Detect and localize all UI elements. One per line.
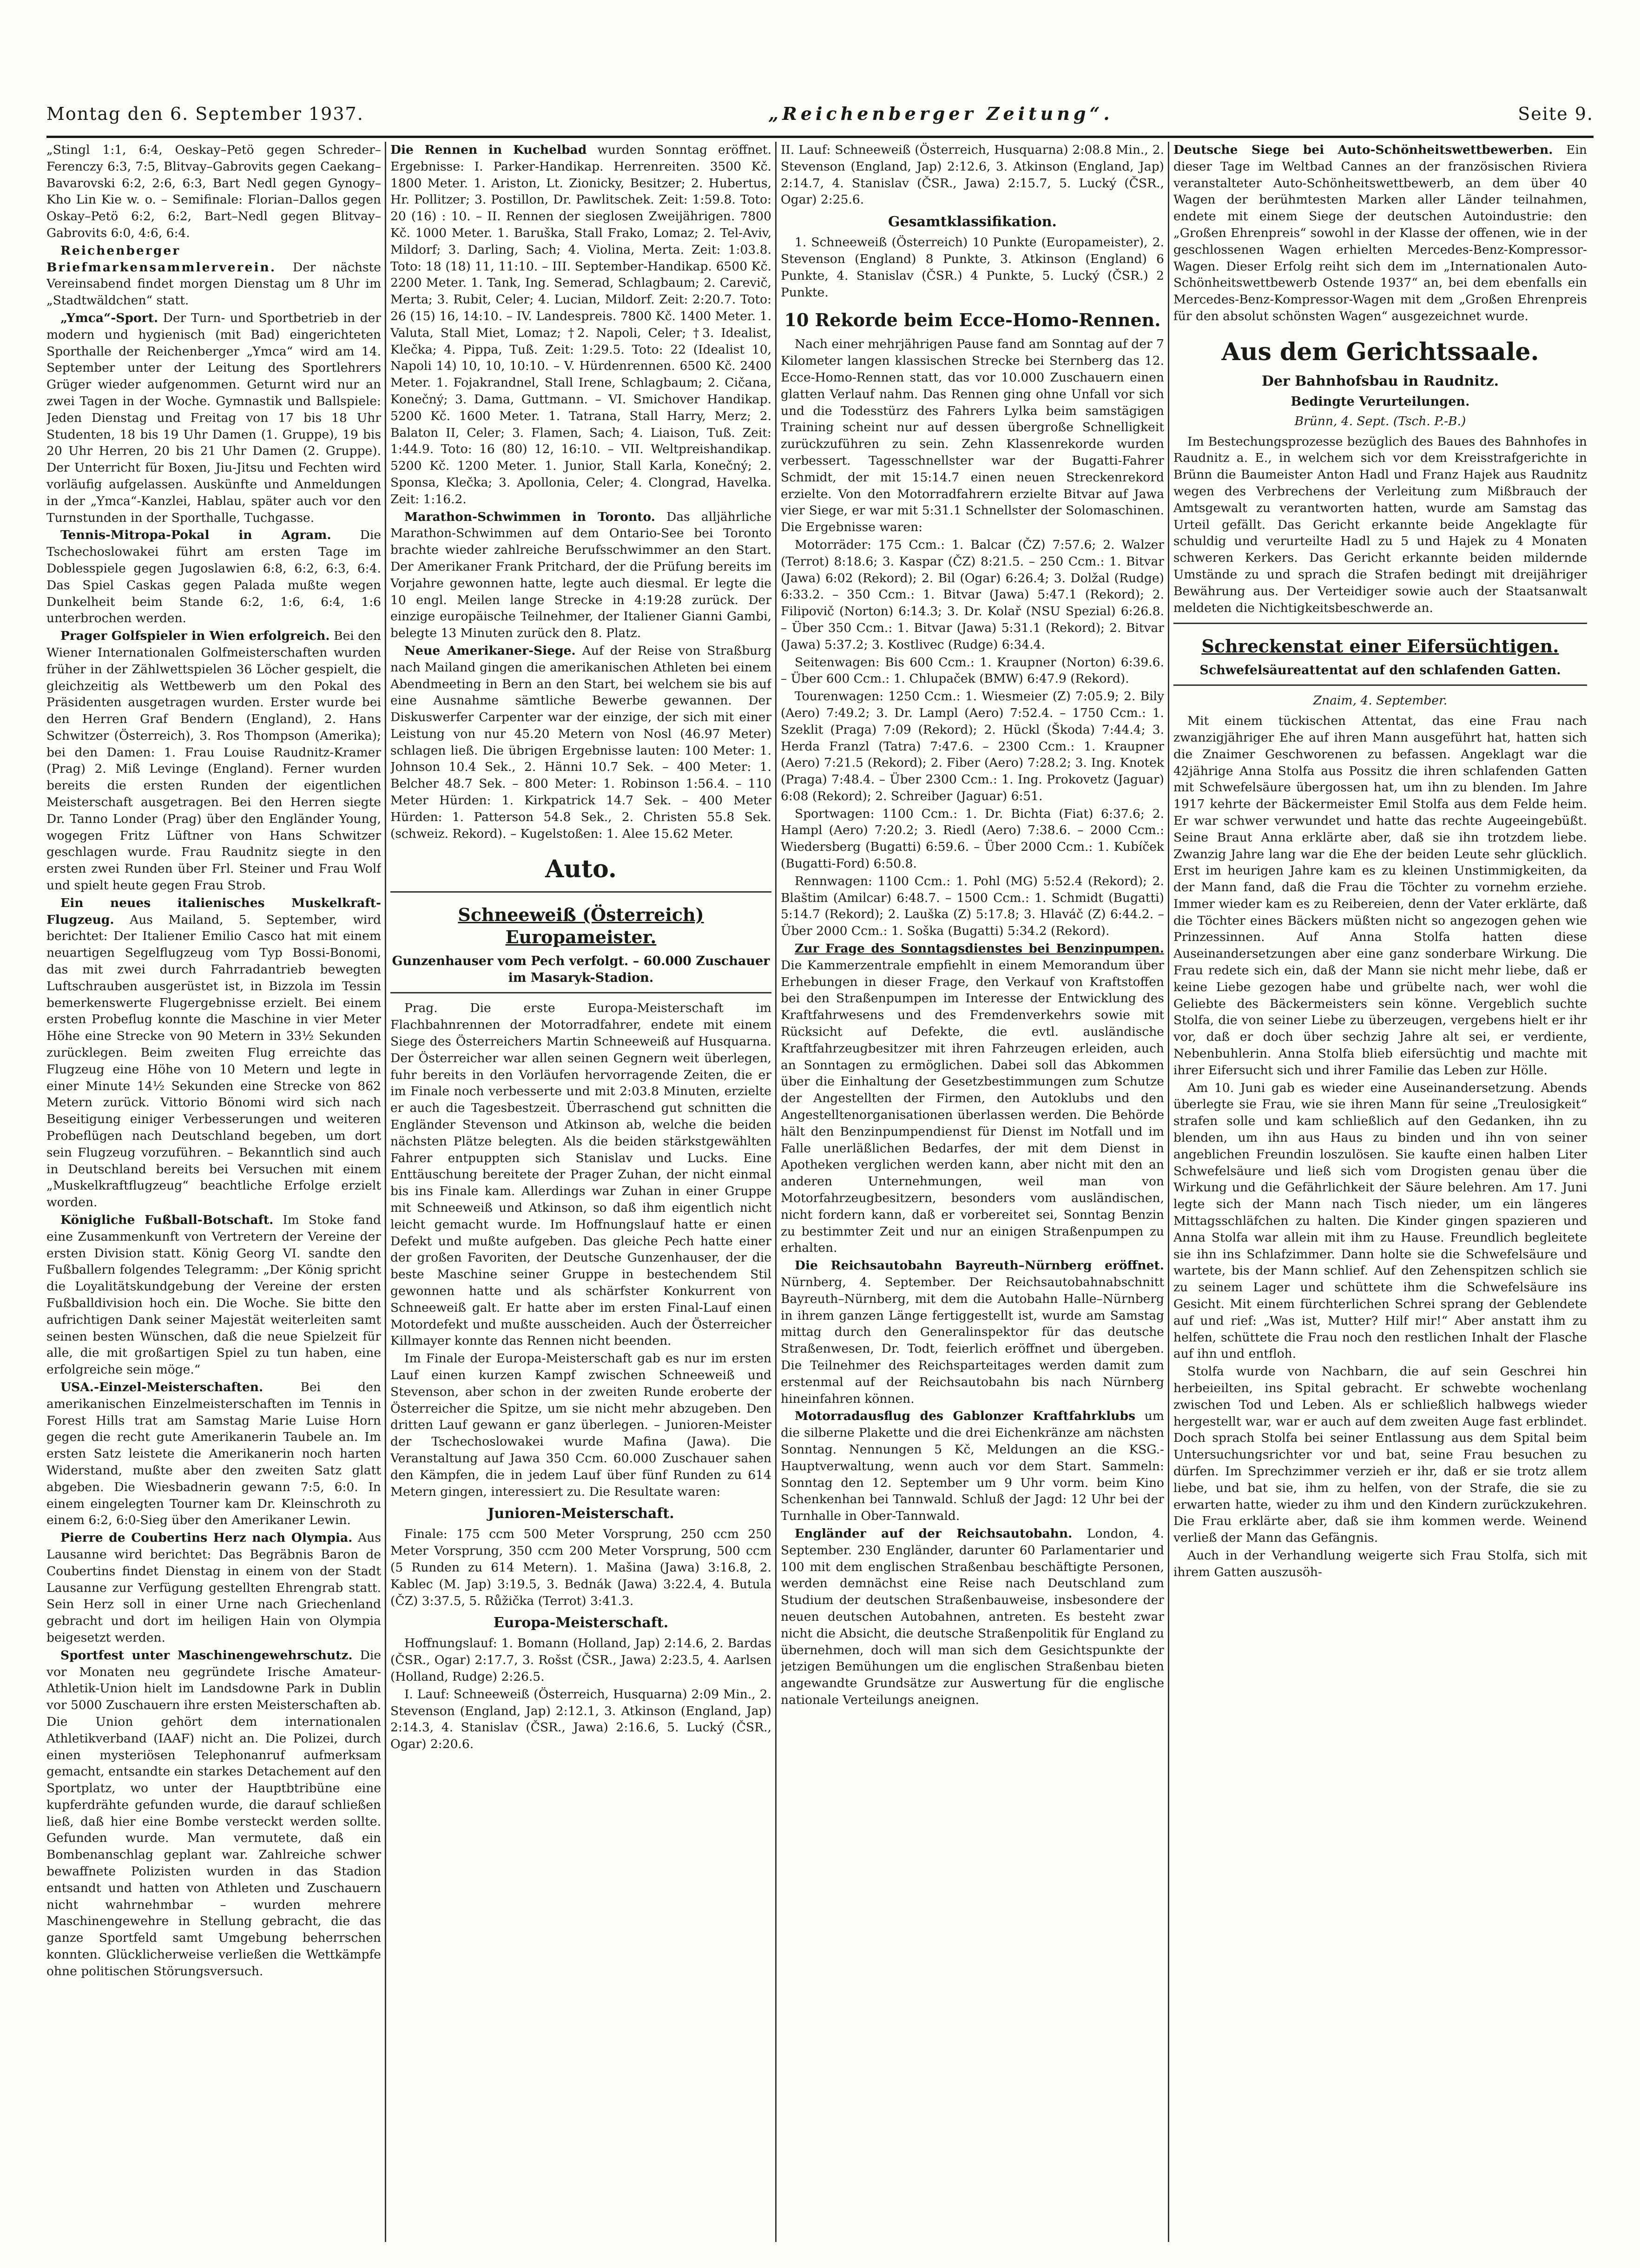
article-paragraph: Im Finale der Europa-Meisterschaft gab es nur im ersten Lauf einen kurzen Kampf zwischen Schneeweiß und Stevenson, aber schon in der zweiten Runde eroberte der Österreicher die Spitze, um sie nicht mehr abzugeben. Den dritten Lauf gewann er ganz überlegen. – Junioren-Meister der Tschechoslowakei wurde Mafina (Jawa). Die Veranstaltung auf Jawa 350 Ccm. 60.000 Zuschauer sahen den Kämpfen, die in jedem Lauf über fünf Runden zu 614 Metern gingen, interessiert zu. Die Resultate waren: — [390, 1351, 771, 1499]
article-paragraph: Bei den amerikanischen Einzelmeisterschaften im Tennis in Forest Hills trat am Samstag Marie Luise Horn gegen die recht gute Amerikanerin Taubele an. Im ersten Satz leistete die Amerikanerin noch harten Widerstand, mußte aber den zweiten Satz glatt abgeben. Die Wiesbadnerin gewann 7:5, 6:0. In einem eingelegten Tourner kam Dr. Kleinschroth zu einem 6:2, 6:0-Sieg über den Amerikaner Lewin. — [46, 1380, 381, 1528]
article-heading: Motorradausflug des Gablonzer Kraftfahrklubs — [795, 1409, 1135, 1424]
article-paragraph: Auch in der Verhandlung weigerte sich Frau Stolfa, sich mit ihrem Gatten auszusöh- — [1173, 1548, 1587, 1579]
article-paragraph: I. Lauf: Schneeweiß (Österreich, Husquarna) 2:09 Min., 2. Stevenson (England, Jap) 2:12.1, 3. Atkinson (England, Jap) 2:14.3, 4. Stanislav (ČSR., Jawa) 2:16.6, 5. Lucký (ČSR., Ogar) 2:20.6. — [390, 1687, 771, 1752]
article-paragraph: Das alljährliche Marathon-Schwimmen auf dem Ontario-See bei Toronto brachte wieder zahlreiche Berufsschwimmer an den Start. Der Amerikaner Frank Pritchard, der die Prüfung bereits im Vorjahre gewonnen hatte, legte auch diesmal. Er legte die 10 engl. Meilen lange Strecke in 4:19:28 zurück. Der einzige europäische Teilnehmer, der Italiener Gianni Gambi, belegte 13 Minuten zurück den 8. Platz. — [390, 509, 771, 641]
article-paragraph: Motorräder: 175 Ccm.: 1. Balcar (ČZ) 7:57.6; 2. Walzer (Terrot) 8:18.6; 3. Kaspar (ČZ) 8:21.5. – 250 Ccm.: 1. Bitvar (Jawa) 6:02 (Rekord); 2. Bil (Ogar) 6:26.4; 3. Dolžal (Rudge) 6:33.2. – 350 Ccm.: 1. Bitvar (Jawa) 5:47.1 (Rekord); 2. Filipovič (Norton) 6:14.3; 3. Dr. Kolař (NSU Spezial) 6:26.8. – Über 350 Ccm.: 1. Bitvar (Jawa) 5:31.1 (Rekord); 2. Bitvar (Jawa) 5:37.2; 3. Kostlivec (Rudge) 6:34.4. — [781, 537, 1164, 652]
article-paragraph: um die silberne Plakette und die drei Eichenkränze am nächsten Sonntag. Nennungen 5 Kč, Meldungen an die KSG.-Hauptverwaltung, wenn auch vor dem Start. Sammeln: Sonntag den 12. September um 9 Uhr vorm. beim Kino Schenkenhan bei Tannwald. Schluß der Jagd: 12 Uhr bei der Turnhalle in Ober-Tannwald. — [781, 1409, 1164, 1524]
headline-frame — [1173, 623, 1587, 686]
article-paragraph: Sportwagen: 1100 Ccm.: 1. Dr. Bichta (Fiat) 6:37.6; 2. Hampl (Aero) 7:20.2; 3. Riedl (Aero) 7:38.6. – 2000 Ccm.: Wiedersberg (Bugatti) 6:59.6. – Über 2000 Ccm.: 1. Kubíček (Bugatti-Ford) 6:50.8. — [781, 806, 1164, 871]
article-heading: Pierre de Coubertins Herz nach Olympia. — [60, 1531, 353, 1545]
article-heading: Zur Frage des Sonntagsdienstes bei Benzinpumpen. — [795, 941, 1164, 956]
article-paragraph: wurden Sonntag eröffnet. Ergebnisse: I. Parker-Handikap. Herrenreiten. 3500 Kč. 1800 Meter. 1. Ariston, Lt. Zionicky, Besitzer; 2. Hubertus, Hr. Pollitzer; 3. Postillon, Dr. Pawlitschek. Zeit: 1:59.8. Toto: 20 (16) : 10. – II. Rennen der sieglosen Zweijährigen. 7800 Kč. 1000 Meter. 1. Baruška, Stall Frako, Lomaz; 2. Tel-Aviv, Mildorf; 3. Darling, Sach; 4. Violina, Merta. Zeit: 1:03.8. Toto: 18 (18) 11, 11:10. – III. September-Handikap. 6500 Kč. 2200 Meter. 1. Tank, Ing. Semerad, Schlagbaum; 2. Carevič, Merta; 3. Rubit, Celer; 4. Lucian, Mildorf. Zeit: 2:20.7. Toto: 26 (15) 16, 14:10. – IV. Landespreis. 7800 Kč. 1400 Meter. 1. Valuta, Stall Miet, Lomaz; †2. Napoli, Celer; †3. Idealist, Klečka; 4. Pippa, Tuß. Zeit: 1:29.5. Toto: 22 (Idealist 10, Napoli 14) 10, 10, 10:10. – V. Hürdenrennen. 6500 Kč. 2400 Meter. 1. Fojakrandnel, Stall Irene, Schlagbaum; 2. Cičana, Konečný; 3. Dama, Guttmann. – VI. Smichover Handikap. 5200 Kč. 1600 Meter. 1. Tatrana, Stall Harry, Merz; 2. Balaton II, Celer; 3. Flamen, Sach; 4. Liaison, Tuß. Zeit: 1:44.9. Toto: 16 (80) 12, 16:10. – VII. Weltpreishandikap. 5200 Kč. 1200 Meter. 1. Junior, Stall Karla, Konečný; 2. Sponsa, Klečka; 3. Apollonia, Celer; 4. Clongrad, Havelka. Zeit: 1:16.2. — [390, 143, 771, 506]
article-paragraph: Der Turn- und Sportbetrieb in der modern und hygienisch (mit Bad) eingerichteten Sporthalle der Reichenberger „Ymca“ wird am 14. September unter der Leitung des Sportlehrers Grüger wieder aufgenommen. Geturnt wird nur an zwei Tagen in der Woche. Gymnastik und Ballspiele: Jeden Dienstag und Freitag von 17 bis 18 Uhr Studenten, 18 bis 19 Uhr Damen (1. Gruppe), 19 bis 20 Uhr Herren, 20 bis 21 Uhr Damen (2. Gruppe). Der Unterricht für Boxen, Jiu-Jitsu und Fechten wird vorläufig aufgelassen. Auskünfte und Anmeldungen in der „Ymca“-Kanzlei, Hablau, später auch vor den Turnstunden in der Sporthalle, Tuchgasse. — [46, 310, 381, 525]
column-divider — [775, 142, 777, 2242]
article-paragraph: Aus Lausanne wird berichtet: Das Begräbnis Baron de Coubertins findet Dienstag in einem von der Stadt Lausanne zur Verfügung gestellten Ehrengrab statt. Sein Herz soll in einer Urne nach Griechenland gebracht und dort im heiligen Hain von Olympia beigesetzt werden. — [46, 1531, 381, 1645]
article-heading: Ein neues italienisches Muskelkraft-Flugzeug. — [46, 895, 381, 927]
dateline: Znaim, 4. September. — [1313, 693, 1448, 708]
results-heading: Junioren-Meisterschaft. — [487, 1505, 674, 1522]
headline-frame — [390, 891, 771, 993]
article-heading: Die Reichsautobahn Bayreuth–Nürnberg eröffnet. — [795, 1258, 1164, 1273]
subheadline: Schwefelsäureattentat auf den schlafenden Gatten. — [1199, 663, 1561, 678]
article-paragraph: Am 10. Juni gab es wieder eine Auseinandersetzung. Abends überlegte sie Frau, wie sie ihren Mann für seine „Treulosigkeit“ strafen solle und kam schließlich auf den Gedanken, ihn zu blenden, um ihn aus Haus zu binden und ihn von seiner angeblichen Freundin loszulösen. Sie kaufte einen halben Liter Schwefelsäure und ließ sich vom Drogisten genau über die Wirkung und die Gefährlichkeit der Säure belehren. Am 17. Juni legte sich der Mann nach Tisch nieder, um ein längeres Mittagsschläfchen zu halten. Die Kinder gingen spazieren und Anna Stolfa war allein mit ihm zu Hause. Freundlich begleitete sie ihn ins Schlafzimmer. Dann holte sie die Schwefelsäure und wartete, bis der Mann schlief. Auf den Zehenspitzen schlich sie zu seinem Lager und schüttete ihm die Schwefelsäure ins Gesicht. Mit einem fürchterlichen Schrei sprang der Geblendete auf und rief: „Was ist, Mutter? Hilf mir!“ Aber anstatt ihm zu helfen, schüttete die Frau noch den restlichen Inhalt der Flasche auf ihn und entfloh. — [1173, 1080, 1587, 1361]
issue-date: Montag den 6. September 1937. — [46, 104, 364, 124]
article-paragraph: Auf der Reise von Straßburg nach Mailand gingen die amerikanischen Athleten bei einem Abendmeeting in Bern an den Start, bei welchem sie bis auf eine Ausnahme sämtliche Bewerbe gewannen. Der Diskuswerfer Carpenter war der einzige, der sich mit einer Leistung von nur 45.20 Metern von Nosl (46.97 Meter) schlagen ließ. Die übrigen Ergebnisse lauten: 100 Meter: 1. Johnson 10.4 Sek., 2. Hänni 10.7 Sek. – 400 Meter: 1. Belcher 48.7 Sek. – 800 Meter: 1. Robinson 1:56.4. – 110 Meter Hürden: 1. Kirkpatrick 14.7 Sek. – 400 Meter Hürden: 1. Patterson 54.8 Sek., 2. Christen 55.8 Sek. (schweiz. Rekord). – Kugelstoßen: 1. Alee 15.62 Meter. — [390, 643, 771, 841]
article-heading: Prager Golfspieler in Wien erfolgreich. — [60, 629, 330, 644]
results-heading: Europa-Meisterschaft. — [493, 1615, 669, 1631]
article-heading: Königliche Fußball-Botschaft. — [60, 1213, 274, 1227]
column-divider — [385, 142, 386, 2242]
article-paragraph: Aus Mailand, 5. September, wird berichtet: Der Italiener Emilio Casco hat mit einem neuartigen Segelflugzeug vom Typ Bossi-Bonomi, das mit zwei durch Fahrradantrieb bewegten Luftschrauben ausgerüstet ist, in Bizzola im Tessin bemerkenswerte Flugergebnisse erzielt. Bei einem ersten Probeflug konnte die Maschine in vier Meter Höhe eine Strecke von 90 Metern in 33½ Sekunden zurücklegen. Beim zweiten Flug erreichte das Flugzeug eine Höhe von 10 Metern und legte in einer Minute 14½ Sekunden eine Strecke von 862 Metern zurück. Vittorio Bönomi wird sich nach Beseitigung einiger Verbesserungen und weiteren Probeflügen nach Deutschland begeben, um dort sein Flugzeug vorzuführen. – Bekanntlich sind auch in Deutschland bereits bei Versuchen mit einem „Muskelkraftflugzeug“ beachtliche Erfolge erzielt worden. — [46, 912, 381, 1210]
article-heading: Tennis-Mitropa-Pokal in Agram. — [60, 528, 331, 543]
newspaper-title: „Reichenberger Zeitung“. — [768, 103, 1113, 124]
masthead — [46, 103, 1594, 136]
article-paragraph: Ein dieser Tage im Weltbad Cannes an der französischen Riviera veranstalteter Auto-Schönheitswettbewerb, an dem über 40 Wagen der berühmtesten Marken aller Länder teilnahmen, endete mit einem Siege der deutschen Autoindustrie: den „Großen Ehrenpreis“ sowohl in der Klasse der offenen, wie in der geschlossenen Wagen erhielten Mercedes-Benz-Kompressor-Wagen. Dieser Erfolg reiht sich dem im „Internationalen Auto-Schönheitswettbewerb Ostende 1937“ an, bei dem ebenfalls ein Mercedes-Benz-Kompressor-Wagen mit dem „Großen Ehrenpreis für den absolut schönsten Wagen“ ausgezeichnet wurde. — [1173, 143, 1587, 323]
article-heading: Marathon-Schwimmen in Toronto. — [404, 509, 655, 524]
column-4 — [1173, 142, 1587, 2242]
article-heading: Sportfest unter Maschinengewehrschutz. — [60, 1648, 353, 1663]
article-paragraph: Hoffnungslauf: 1. Bomann (Holland, Jap) 2:14.6, 2. Bardas (ČSR., Ogar) 2:17.7, 3. Rošst (ČSR., Jawa) 2:23.5, 4. Aarlsen (Holland, Rudge) 2:26.5. — [390, 1636, 771, 1684]
article-paragraph: Die Kammerzentrale empfiehlt in einem Memorandum über Erhebungen in dieser Frage, den Verkauf von Kraftstoffen bei den Straßenpumpen im Interesse der Entwicklung des Kraftfahrwesens und des Fremdenverkehrs sowie mit Rücksicht auf Defekte, die evtl. ausländische Kraftfahrzeugbesitzer mit ihren Fahrzeugen erleiden, auch an Sonntagen zu ermöglichen. Dabei soll das Abkommen über die Einhaltung der Gesetzbestimmungen zum Schutze der Angestellten der Firmen, den Autoklubs und den Angestelltenorganisationen überlassen werden. Die Behörde hält den Benzinpumpendienst für Dienst im Notfall und im Falle unerläßlichen Bedarfes, der mit dem Dienst in Apotheken verglichen werden kann, aber nicht mit den an anderen Unternehmungen, weil man von Motorfahrzeugbesitzern, besonders vom ausländischen, nicht fordern kann, daß er vorbereitet sei, Sonntag Benzin zu bestimmter Zeit und nur an einigen Straßenpumpen zu erhalten. — [781, 958, 1164, 1256]
headline: Der Bahnhofsbau in Raudnitz. — [1261, 373, 1499, 389]
article-heading: Reichenberger Briefmarkensammlerverein. — [46, 243, 277, 275]
section-heading-court: Aus dem Gerichtssaale. — [1221, 337, 1539, 366]
article-paragraph: Die Tschechoslowakei führt am ersten Tage im Doblesspiele gegen Jugoslawien 6:8, 6:2, 6:3, 6:4. Das Spiel Caskas gegen Palada mußte wegen Dunkelheit beim Stande 6:2, 1:6, 6:4, 1:6 unterbrochen werden. — [46, 528, 381, 626]
column-divider — [1168, 142, 1169, 2242]
article-heading: „Ymca“-Sport. — [60, 310, 158, 325]
dateline: Brünn, 4. Sept. (Tsch. P.-B.) — [1294, 414, 1466, 428]
article-paragraph: Im Bestechungsprozesse bezüglich des Baues des Bahnhofes in Raudnitz a. E., in welchem sich vor dem Kreisstrafgerichte in Brünn die Baumeister Anton Hadl und Franz Hajek aus Raudnitz wegen des Verbrechens der Verleitung zum Mißbrauch der Amtsgewalt zu verantworten hatten, wurde am Samstag das Urteil gefällt. Das Gericht erkannte beide Angeklagte für schuldig und verurteilte Hadl zu 5 und Hajek zu 4 Monaten schweren Kerkers. Das Gericht erkannte beiden mildernde Umstände zu und sprach die Strafen bedingt mit dreijähriger Bewährung aus. Der Verteidiger sowie auch der Staatsanwalt meldeten die Nichtigkeitsbeschwerde an. — [1173, 434, 1587, 615]
column-1 — [46, 142, 381, 2242]
article-paragraph: Rennwagen: 1100 Ccm.: 1. Pohl (MG) 5:52.4 (Rekord); 2. Blaštim (Amilcar) 6:48.7. – 1500 Ccm.: 1. Schmidt (Bugatti) 5:14.7 (Rekord); 2. Lauška (Z) 5:17.8; 3. Hlaváč (Z) 6:44.2. – Über 2000 Ccm.: 1. Soška (Bugatti) 5:34.2 (Rekord). — [781, 874, 1164, 939]
header-rule — [46, 136, 1594, 138]
section-heading-auto: Auto. — [545, 855, 617, 884]
article-paragraph: Finale: 175 ccm 500 Meter Vorsprung, 250 ccm 250 Meter Vorsprung, 350 ccm 200 Meter Vorsprung, 500 ccm (5 Runden zu 614 Metern). 1. Mašina (Jawa) 3:16.8, 2. Kablec (M. Jap) 3:19.5, 3. Bednák (Jawa) 3:22.4, 4. Butula (ČZ) 3:37.5, 5. Růžička (Terrot) 3:41.3. — [390, 1527, 771, 1608]
article-paragraph: Tourenwagen: 1250 Ccm.: 1. Wiesmeier (Z) 7:05.9; 2. Bily (Aero) 7:49.2; 3. Dr. Lampl (Aero) 7:52.4. – 1750 Ccm.: 1. Szeklit (Praga) 7:09 (Rekord); 2. Hückl (Škoda) 7:44.4; 3. Herda Franzl (Tatra) 7:47.6. – 2300 Ccm.: 1. Kraupner (Aero) 7:21.5 (Rekord); 2. Fiber (Aero) 7:28.2; 3. Ing. Knotek (Praga) 7:48.4. – Über 2300 Ccm.: 1. Ing. Prokovetz (Jaguar) 6:08 (Rekord); 2. Schreiber (Jaguar) 6:51. — [781, 689, 1164, 803]
headline: Schneeweiß (Österreich) Europameister. — [458, 904, 704, 948]
headline: 10 Rekorde beim Ecce-Homo-Rennen. — [784, 309, 1161, 331]
article-heading: Engländer auf der Reichsautobahn. — [795, 1526, 1073, 1541]
article-heading: Deutsche Siege bei Auto-Schönheitswettbewerben. — [1173, 143, 1553, 157]
columns — [46, 142, 1587, 2242]
article-paragraph: Prag. Die erste Europa-Meisterschaft im Flachbahnrennen der Motorradfahrer, endete mit einem Siege des Österreichers Martin Schneeweiß auf Husquarna. Der Österreicher war allen seinen Gegnern weit überlegen, fuhr bereits in den Vorläufen hervorragende Zeiten, die er im Finale noch verbesserte und mit 2:03.8 Minuten, erzielte er auch die Tagesbestzeit. Überraschend gut schnitten die Engländer Stevenson und Atkinson ab, welche die beiden nächsten Plätze belegten. Als die beiden stärkstgewählten Fahrer entpuppten sich Stanislav und Lucks. Eine Enttäuschung bereitete der Prager Zuhan, der nicht einmal bis ins Finale kam. Allerdings war Zuhan in einer Gruppe mit Schneeweiß und Atkinson, so daß ihm eigentlich nicht leicht gemacht wurde. Im Hoffnungslauf hatte er einen Defekt und mußte aufgeben. Das gleiche Pech hatte einer der großen Favoriten, der Deutsche Gunzenhauser, der die beste Maschine seiner Gruppe in bestechendem Stil gewonnen hatte und als schärfster Konkurrent von Schneeweiß galt. Er hatte aber im ersten Final-Lauf einen Motordefekt und mußte ausscheiden. Auch der Österreicher Killmayer konnte das Rennen nicht beenden. — [390, 1001, 771, 1348]
article-paragraph: Der nächste Vereinsabend findet morgen Dienstag um 8 Uhr im „Stadtwäldchen“ statt. — [46, 260, 381, 308]
article-heading: USA.-Einzel-Meisterschaften. — [60, 1380, 263, 1394]
article-paragraph: Nürnberg, 4. September. Der Reichsautobahnabschnitt Bayreuth–Nürnberg, mit dem die Autobahn Halle–Nürnberg in ihrem ganzen Länge fertiggestellt ist, wurde am Samstag mittag durch den Generalinspektor für das deutsche Straßenwesen, Dr. Todt, feierlich eröffnet und übergeben. Die Teilnehmer des Reichsparteitages werden damit zum erstenmal auf der Reichsautobahn bis nach Nürnberg hineinfahren können. — [781, 1275, 1164, 1406]
article-heading: Neue Amerikaner-Siege. — [404, 643, 576, 658]
results-heading: Gesamtklassifikation. — [888, 214, 1057, 230]
column-3 — [781, 142, 1164, 2242]
article-paragraph: Die vor Monaten neu gegründete Irische Amateur-Athletik-Union hielt im Landsdowne Park in Dublin vor 5000 Zuschauern ihre ersten Meisterschaften ab. Die Union gehört dem internationalen Athletikverband (IAAF) nicht an. Die Polizei, durch einen mysteriösen Telephonanruf aufmerksam gemacht, entsandte ein starkes Detachement auf den Sportplatz, wo unter der Hauptbtribüne eine kupferdrähte gefunden wurde, die darauf schließen ließ, daß hier eine Bombe versteckt werden sollte. Gefunden wurde. Man vermutete, daß ein Bombenanschlag geplant war. Zahlreiche schwer bewaffnete Polizisten wurden in das Stadion entsandt und hatten von Athleten und Zuschauern nicht wahrnehmbar – wurden mehrere Maschinengewehre in Stellung gebracht, die das ganze Sportfeld samt Umgebung beherrschen konnten. Glücklicherweise verließen die Wettkämpfe ohne politischen Störungsversuch. — [46, 1648, 381, 1979]
page-number: Seite 9. — [1518, 104, 1594, 124]
article-paragraph: Stolfa wurde von Nachbarn, die auf sein Geschrei hin herbeieilten, ins Spital gebracht. Er schwebte wochenlang zwischen Tod und Leben. Als er schließlich halbwegs wieder hergestellt war, war er auch auf dem zweiten Auge fast erblindet. Doch sprach Stolfa bei seiner Entlassung aus dem Spital beim Untersuchungsrichter vor und bat, seine Frau besuchen zu dürfen. Im Sprechzimmer verzieh er ihr, daß er sie trotz allem liebe, und bat sie, ihm zu helfen, von der Strafe, die sie zu erwarten hatte, wieder zu ihm und den Kindern zurückzukehren. Die Frau erklärte aber, daß sie ihm kommen werde. Weinend verließ der Mann das Gefängnis. — [1173, 1364, 1587, 1545]
article-paragraph: Seitenwagen: Bis 600 Ccm.: 1. Kraupner (Norton) 6:39.6. – Über 600 Ccm.: 1. Chlupaček (BMW) 6:47.9 (Rekord). — [781, 655, 1164, 686]
headline: Schreckenstat einer Eifersüchtigen. — [1201, 636, 1559, 657]
subheadline: Gunzenhauser vom Pech verfolgt. – 60.000 Zuschauer im Masaryk-Stadion. — [392, 954, 770, 986]
subheadline: Bedingte Verurteilungen. — [1291, 394, 1470, 409]
article-heading: Die Rennen in Kuchelbad — [390, 143, 587, 157]
article-paragraph: 1. Schneeweiß (Österreich) 10 Punkte (Europameister), 2. Stevenson (England) 8 Punkte, 3. Atkinson (England) 6 Punkte, 4. Stanislav (ČSR.) 4 Punkte, 5. Lucký (ČSR.) 2 Punkte. — [781, 235, 1164, 300]
article-paragraph: Bei den Wiener Internationalen Golfmeisterschaften wurden früher in der Zählwettspielen 36 Löcher gespielt, die gleichzeitig als Wettbewerb um den Pokal des Präsidenten ausgetragen wurden. Erster wurde bei den Herren Graf Bendern (England), 2. Hans Schwitzer (Österreich), 3. Ros Thompson (Amerika); bei den Damen: 1. Frau Louise Raudnitz-Kramer (Prag) 2. Miß Levinge (England). Ferner wurden bereits die ersten Runden der eigentlichen Meisterschaft ausgetragen. Bei den Herren siegte Dr. Tanno Londer (Prag) über den Engländer Young, wogegen Fritz Lüftner von Hans Schwitzer geschlagen wurde. Frau Raudnitz siegte in den ersten zwei Runden über Frl. Steiner und Frau Wolf und spielt heute gegen Frau Strob. — [46, 629, 381, 893]
article-paragraph: Mit einem tückischen Attentat, das eine Frau nach zwanzigjähriger Ehe auf ihren Mann ausgeführt hat, hatten sich die Znaimer Geschworenen zu befassen. Angeklagt war die 42jährige Anna Stolfa aus Possitz die ihren schlafenden Gatten mit Schwefelsäure übergossen hat, um ihn zu blenden. Im Jahre 1917 kehrte der Bäckermeister Emil Stolfa aus dem Felde heim. Er war schwer verwundet und hatte das rechte Augeeingebüßt. Seine Braut Anna erklärte aber, daß sie ihn trotzdem liebe. Zwanzig Jahre lang war die Ehe der beiden Leute sehr glücklich. Erst im heurigen Jahre kam es zu kleinen Unstimmigkeiten, da der Mann fand, daß die Frau die Töchter zu vornehm erziehe. Immer wieder kam es zu Reibereien, denn der Vater erklärte, daß die Töchter eines Bäckers müßten nicht so angezogen gehen wie Prinzessinnen. Auf Anna Stolfa hatten diese Auseinandersetzungen aber eine ganz sonderbare Wirkung. Die Frau redete sich ein, daß der Mann sie nicht mehr liebe, daß er keine Liebe gezogen habe und grübelte nach, wer wohl die Geliebte des Bäckermeisters sein könne. Vergeblich suchte Stolfa, die von seiner Liebe zu überzeugen, vergebens hielt er ihr vor, daß er doch über sechzig Jahre alt sei, er verdiente, Nebenbuhlerin. Anna Stolfa blieb eifersüchtig und machte mit ihrer Eifersucht sich und ihrer Familie das Leben zur Hölle. — [1173, 714, 1587, 1078]
article-paragraph: II. Lauf: Schneeweiß (Österreich, Husquarna) 2:08.8 Min., 2. Stevenson (England, Jap) 2:12.6, 3. Atkinson (England, Jap) 2:14.7, 4. Stanislav (ČSR., Jawa) 2:15.7, 5. Lucký (ČSR., Ogar) 2:25.6. — [781, 143, 1164, 207]
article-paragraph: „Stingl 1:1, 6:4, Oeskay–Petö gegen Schreder–Ferenczy 6:3, 7:5, Blitvay–Gabrovits gegen Caekang–Bavarovski 6:2, 2:6, 6:3, Bart Nedl gegen Gynogy–Kho Lin Kie w. o. – Semifinale: Florian–Dallos gegen Oskay–Petö 6:2, 6:2, Bart–Nedl gegen Blitvay–Gabrovits 6:0, 4:6, 6:4. — [46, 143, 381, 240]
article-paragraph: Nach einer mehrjährigen Pause fand am Sonntag auf der 7 Kilometer langen klassischen Strecke bei Sternberg das 12. Ecce-Homo-Rennen statt, das vor 10.000 Zuschauern einen glatten Verlauf nahm. Das Rennen ging ohne Unfall vor sich und die Todesstürz des Fahrers Lylka beim samstägigen Training scheint nur auf dessen übergroße Schnelligkeit zurückzuführen zu sein. Zehn Klassenrekorde wurden verbessert. Tagesschnellster war der Bugatti-Fahrer Schmidt, der mit 15:14.7 einen neuen Streckenrekord erzielte. Von den Motorradfahrern erzielte Bitvar auf Jawa vier Siege, er war mit 5:31.1 Schnellster der Solomaschinen. Die Ergebnisse waren: — [781, 337, 1164, 535]
article-paragraph: London, 4. September. 230 Engländer, darunter 60 Parlamentarier und 100 mit dem englischen Straßenbau beschäftigte Personen, werden demnächst eine Reise nach Deutschland zum Studium der deutschen Straßenbauweise, insbesondere der neuen deutschen Autobahnen, antreten. Es besteht zwar nicht die Absicht, die deutsche Straßenpolitik für England zu übernehmen, doch will man sich dem Gesichtspunkte der jetzigen Bemühungen um die englischen Straßenbau bieten angewandte Grundsätze zur Auswertung für die englische nationale Verteilungs aneignen. — [781, 1526, 1164, 1707]
column-2 — [390, 142, 771, 2242]
article-paragraph: Im Stoke fand eine Zusammenkunft von Vertretern der Vereine der ersten Division statt. König Georg VI. sandte den Fußballern folgendes Telegramm: „Der König spricht die Loyalitätskundgebung der Vereine der ersten Fußballdivision hoch ein. Die Woche. Sie bitte den aufrichtigen Dank seiner Majestät weiterleiten samt seinen besten Wünschen, daß die neue Spielzeit für alle, die mit großartigen Spiel zu tun haben, eine erfolgreiche sein möge.“ — [46, 1213, 381, 1377]
